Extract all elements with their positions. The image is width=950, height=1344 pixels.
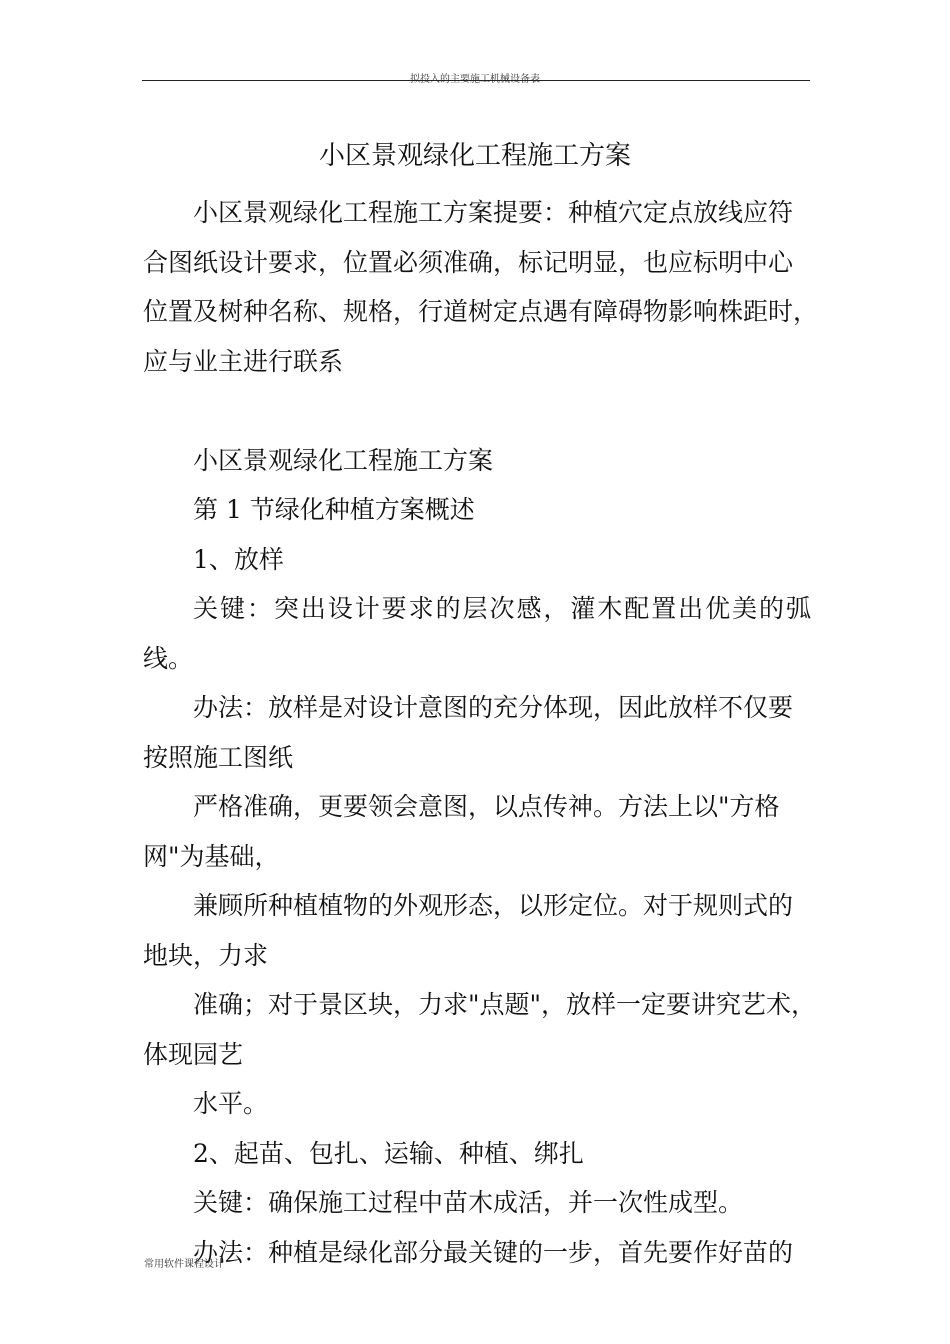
page-footer: 常用软件课程设计: [144, 1259, 224, 1270]
method-line: 严格准确，更要领会意图，以点传神。方法上以"方格: [193, 792, 780, 821]
summary-line: 小区景观绿化工程施工方案提要：种植穴定点放线应符: [193, 198, 794, 227]
item1-method: [143, 683, 817, 1129]
item2-key: 关键：确保施工过程中苗木成活，并一次性成型。: [193, 1188, 744, 1217]
section-heading: 第 1 节绿化种植方案概述: [193, 495, 475, 524]
method-line: 地块，力求: [143, 940, 269, 970]
header-text: 拟投入的主要施工机械设备表: [410, 74, 540, 85]
method-line: 准确；对于景区块，力求"点题"，放样一定要讲究艺术，: [193, 990, 817, 1019]
item2-method: 办法：种植是绿化部分最关键的一步，首先要作好苗的: [193, 1237, 794, 1267]
document-title: 小区景观绿化工程施工方案: [318, 141, 631, 171]
summary-line: 应与业主进行联系: [143, 346, 344, 376]
method-line: 兼顾所种植植物的外观形态，以形定位。对于规则式的: [193, 891, 794, 920]
header-rule: [142, 80, 810, 81]
item2-title: 2、起苗、包扎、运输、种植、绑扎: [193, 1138, 584, 1168]
document-body: [143, 188, 819, 1277]
summary-line: 位置及树种名称、规格，行道树定点遇有障碍物影响株距时，: [143, 297, 819, 326]
body-heading: 小区景观绿化工程施工方案: [193, 445, 494, 475]
method-line: 网"为基础，: [143, 841, 280, 871]
blank-line: [143, 386, 811, 436]
method-line: 按照施工图纸: [143, 742, 294, 772]
method-line: 水平。: [193, 1089, 269, 1118]
item1-key: 关键：突出设计要求的层次感，灌木配置出优美的弧线。: [143, 594, 811, 673]
method-line: 办法：放样是对设计意图的充分体现，因此放样不仅要: [193, 693, 794, 722]
summary-paragraph: [143, 188, 819, 386]
item1-title: 1、放样: [193, 544, 284, 574]
method-line: 体现园艺: [143, 1039, 244, 1069]
summary-line: 合图纸设计要求，位置必须准确，标记明显，也应标明中心: [143, 247, 794, 277]
